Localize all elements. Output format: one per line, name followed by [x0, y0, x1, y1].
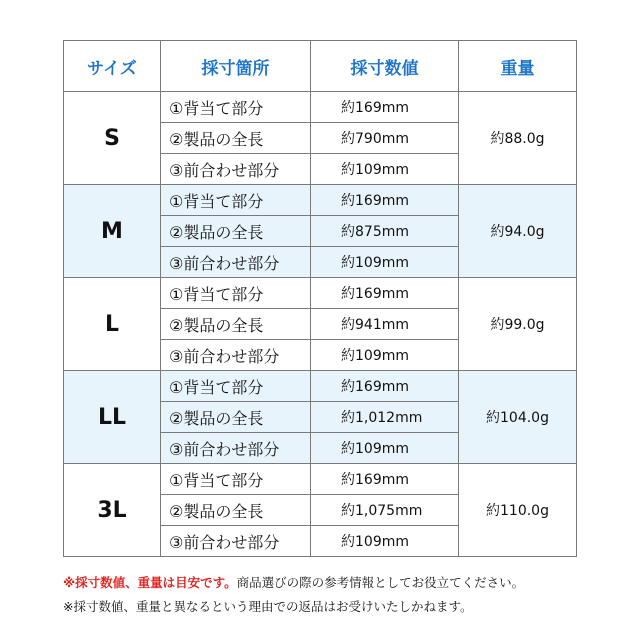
size-label: M — [64, 185, 161, 278]
table-row — [64, 185, 577, 216]
weight-value: 約99.0g — [459, 278, 577, 371]
weight-value: 約88.0g — [459, 92, 577, 185]
measure-place: ①背当て部分 — [161, 185, 311, 216]
measure-place: ①背当て部分 — [161, 464, 311, 495]
note-warning: ※採寸数値、重量は目安です。 — [63, 575, 237, 590]
measure-value: 約1,012mm — [311, 402, 459, 433]
header-measure-place: 採寸箇所 — [161, 41, 311, 92]
weight-value: 約110.0g — [459, 464, 577, 557]
measure-value: 約169mm — [311, 371, 459, 402]
measure-value: 約109mm — [311, 526, 459, 557]
note-text: 商品選びの際の参考情報としてお役立てください。 — [236, 575, 525, 590]
size-chart-table — [63, 40, 577, 557]
measure-value: 約169mm — [311, 92, 459, 123]
measure-value: 約169mm — [311, 278, 459, 309]
table-row — [64, 464, 577, 495]
table-header — [64, 41, 577, 92]
measure-place: ③前合わせ部分 — [161, 154, 311, 185]
table-row — [64, 371, 577, 402]
size-label: L — [64, 278, 161, 371]
measure-value: 約109mm — [311, 340, 459, 371]
size-label: S — [64, 92, 161, 185]
note-line-2: ※採寸数値、重量と異なるという理由での返品はお受けいたしかねます。 — [63, 599, 473, 614]
measure-place: ②製品の全長 — [161, 216, 311, 247]
measure-value: 約941mm — [311, 309, 459, 340]
measure-place: ②製品の全長 — [161, 402, 311, 433]
measure-value: 約875mm — [311, 216, 459, 247]
measure-place: ①背当て部分 — [161, 278, 311, 309]
measure-place: ②製品の全長 — [161, 309, 311, 340]
header-row — [64, 41, 577, 92]
size-label: LL — [64, 371, 161, 464]
measure-value: 約109mm — [311, 247, 459, 278]
header-measure-value: 採寸数値 — [311, 41, 459, 92]
measure-place: ②製品の全長 — [161, 123, 311, 154]
measure-place: ③前合わせ部分 — [161, 247, 311, 278]
measure-place: ③前合わせ部分 — [161, 526, 311, 557]
weight-value: 約104.0g — [459, 371, 577, 464]
header-size: サイズ — [64, 41, 161, 92]
measure-place: ②製品の全長 — [161, 495, 311, 526]
measure-place: ①背当て部分 — [161, 92, 311, 123]
measure-value: 約109mm — [311, 154, 459, 185]
measure-value: 約109mm — [311, 433, 459, 464]
measure-place: ③前合わせ部分 — [161, 340, 311, 371]
table-body — [64, 92, 577, 557]
measure-value: 約790mm — [311, 123, 459, 154]
measure-value: 約169mm — [311, 185, 459, 216]
measure-value: 約1,075mm — [311, 495, 459, 526]
measure-place: ③前合わせ部分 — [161, 433, 311, 464]
table-row — [64, 92, 577, 123]
header-weight: 重量 — [459, 41, 577, 92]
weight-value: 約94.0g — [459, 185, 577, 278]
notes — [63, 571, 623, 619]
size-label: 3L — [64, 464, 161, 557]
measure-value: 約169mm — [311, 464, 459, 495]
table-row — [64, 278, 577, 309]
note-line-1 — [63, 571, 623, 595]
measure-place: ①背当て部分 — [161, 371, 311, 402]
